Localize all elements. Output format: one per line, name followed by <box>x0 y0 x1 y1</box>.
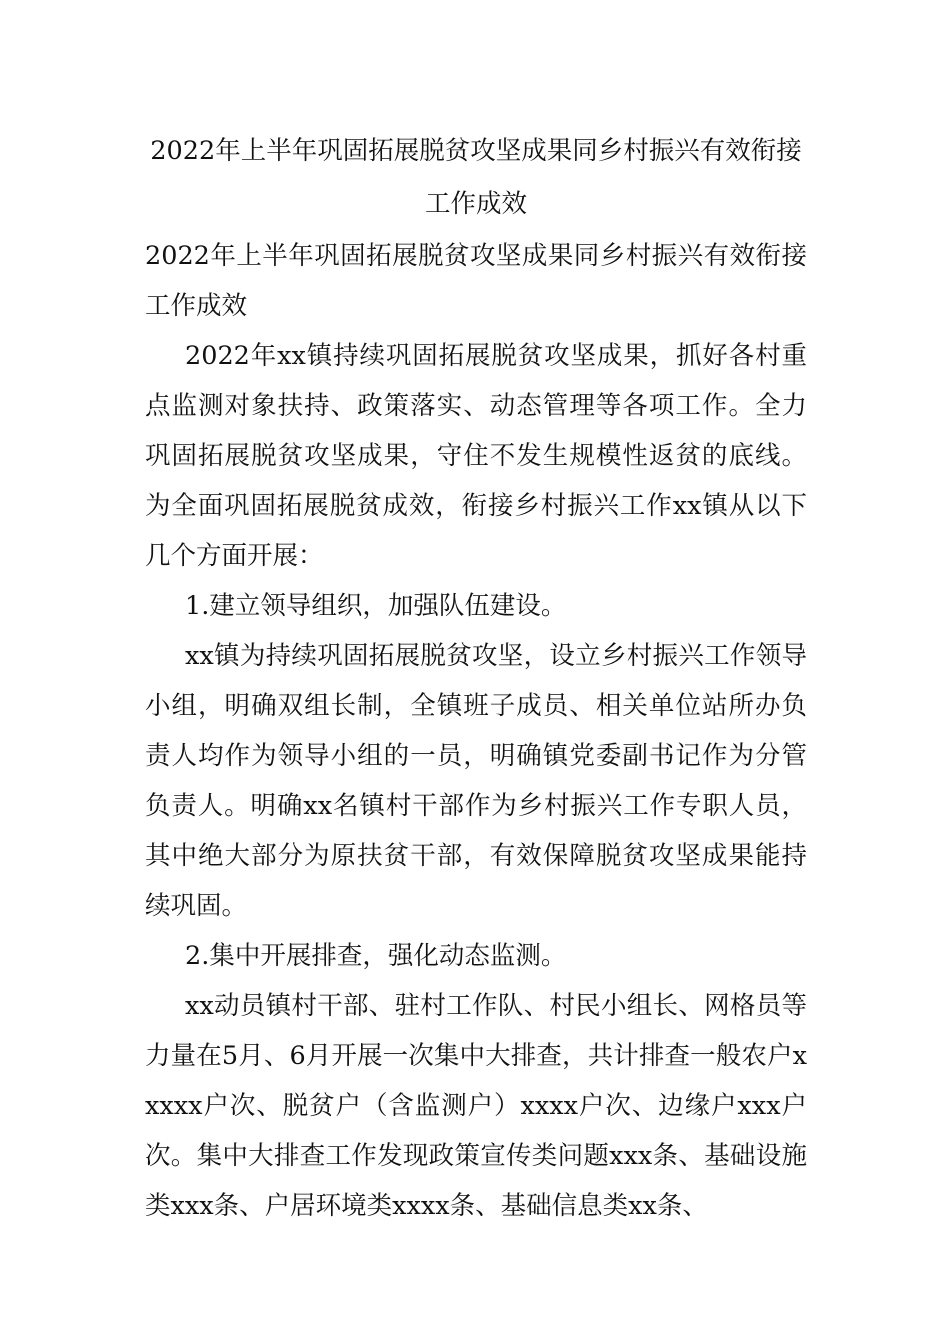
intro-paragraph: 2022年xx镇持续巩固拓展脱贫攻坚成果，抓好各村重点监测对象扶持、政策落实、动态管理等各项工作。全力巩固拓展脱贫攻坚成果，守住不发生规模性返贫的底线。为全面巩固拓展脱贫成效，衔接乡村振兴工作xx镇从以下几个方面开展： <box>145 341 807 571</box>
section-body-2: xx动员镇村干部、驻村工作队、村民小组长、网格员等力量在5月、6月开展一次集中大排查，共计排查一般农户xxxxx户次、脱贫户（含监测户）xxxx户次、边缘户xxx户次。集中大排查工作发现政策宣传类问题xxx条、基础设施类xxx条、户居环境类xxxx条、基础信息类xx条、 <box>145 991 807 1221</box>
section-heading-1: 1.建立领导组织，加强队伍建设。 <box>185 591 567 621</box>
section-heading-2: 2.集中开展排查，强化动态监测。 <box>185 941 567 971</box>
document-page <box>145 125 807 1231</box>
document-title: 2022年上半年巩固拓展脱贫攻坚成果同乡村振兴有效衔接工作成效 <box>150 136 802 219</box>
section-body-1: xx镇为持续巩固拓展脱贫攻坚，设立乡村振兴工作领导小组，明确双组长制，全镇班子成员、相关单位站所办负责人均作为领导小组的一员，明确镇党委副书记作为分管负责人。明确xx名镇村干部作为乡村振兴工作专职人员，其中绝大部分为原扶贫干部，有效保障脱贫攻坚成果能持续巩固。 <box>145 641 807 921</box>
document-subtitle: 2022年上半年巩固拓展脱贫攻坚成果同乡村振兴有效衔接工作成效 <box>145 241 807 321</box>
